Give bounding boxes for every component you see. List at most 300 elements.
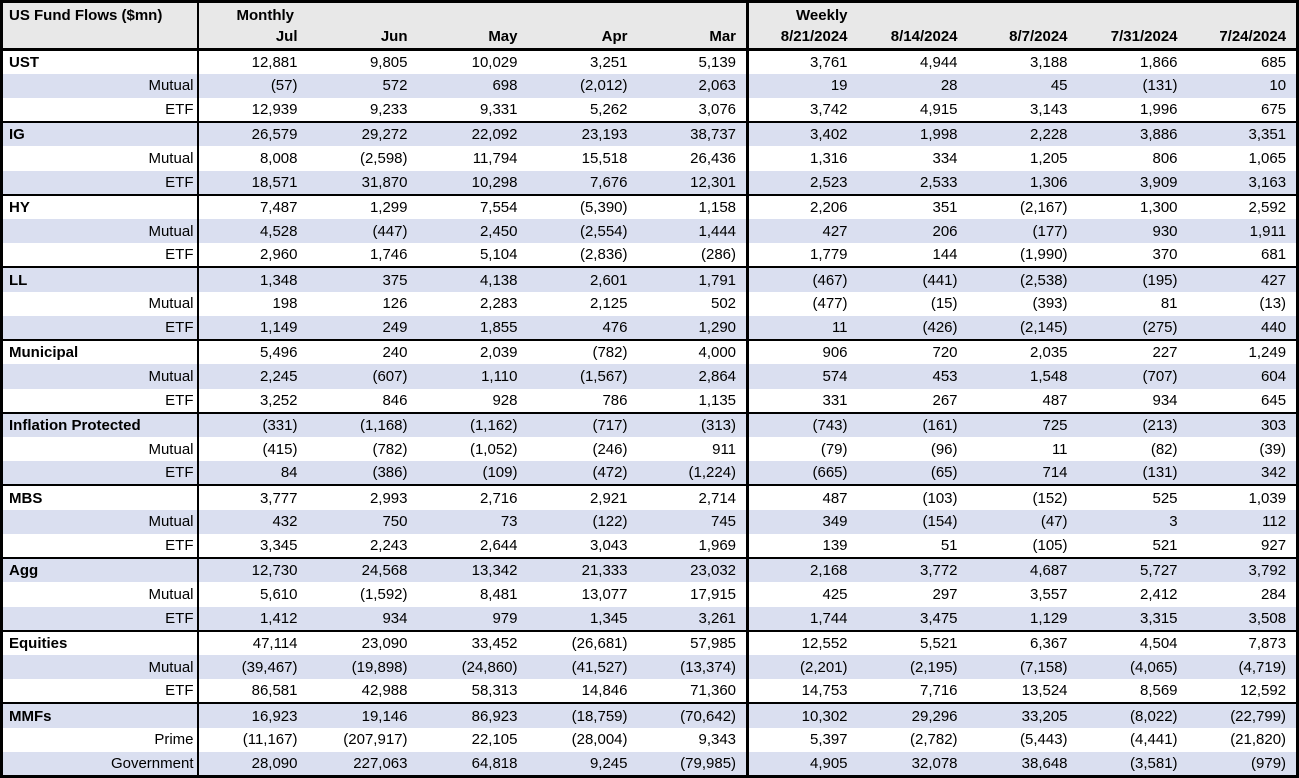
value-cell: 3,043 bbox=[589, 536, 628, 554]
row-label: UST bbox=[2, 50, 198, 74]
value-cell: 3,777 bbox=[198, 485, 308, 509]
value-cell: 32,078 bbox=[911, 754, 958, 772]
value-cell: 3,761 bbox=[748, 50, 858, 74]
value-cell: 5,104 bbox=[479, 246, 518, 264]
table-row bbox=[2, 146, 1298, 170]
value-cell: 33,205 bbox=[968, 703, 1078, 727]
value-cell: 3,143 bbox=[1029, 101, 1068, 119]
value-cell: 2,523 bbox=[809, 173, 848, 191]
value-cell: 206 bbox=[932, 222, 958, 240]
value-cell: 1,290 bbox=[638, 316, 748, 340]
value-cell: 1,412 bbox=[259, 609, 298, 627]
value-cell: 1,866 bbox=[1078, 50, 1188, 74]
value-cell: (103) bbox=[858, 485, 968, 509]
value-cell: 2,921 bbox=[528, 485, 638, 509]
value-cell: 2,960 bbox=[259, 246, 298, 264]
value-cell: 685 bbox=[1188, 50, 1298, 74]
value-cell: (96) bbox=[930, 440, 958, 458]
value-cell: (70,642) bbox=[638, 703, 748, 727]
table-row bbox=[2, 292, 1298, 316]
value-cell: (2,554) bbox=[579, 222, 628, 240]
value-cell: 86,581 bbox=[251, 682, 298, 700]
value-cell: (13) bbox=[1259, 295, 1287, 313]
value-cell: 2,125 bbox=[589, 295, 628, 313]
table-row bbox=[2, 195, 1298, 219]
table-body bbox=[2, 50, 1298, 777]
value-cell: (79,985) bbox=[638, 752, 748, 777]
monthly-section-header: Monthly bbox=[198, 2, 748, 28]
value-cell: (426) bbox=[922, 319, 958, 337]
value-cell: 1,779 bbox=[809, 246, 848, 264]
value-cell: 1,911 bbox=[1249, 222, 1287, 240]
section-header-row bbox=[2, 2, 1298, 28]
table-row bbox=[2, 364, 1298, 388]
value-cell: 5,727 bbox=[1078, 558, 1188, 582]
value-cell: 126 bbox=[382, 295, 408, 313]
value-cell: 3,772 bbox=[858, 558, 968, 582]
value-cell: 4,944 bbox=[858, 50, 968, 74]
table-row bbox=[2, 582, 1298, 606]
value-cell: 16,923 bbox=[198, 703, 308, 727]
row-label: ETF bbox=[2, 389, 198, 413]
value-cell: 681 bbox=[1261, 246, 1287, 264]
row-label: Prime bbox=[2, 728, 198, 752]
value-cell: (1,990) bbox=[1020, 246, 1068, 264]
row-label: Mutual bbox=[2, 292, 198, 316]
row-label: ETF bbox=[2, 171, 198, 195]
value-cell: 28 bbox=[940, 77, 958, 95]
value-cell: 3,557 bbox=[1029, 585, 1068, 603]
value-cell: (1,592) bbox=[359, 585, 408, 603]
table-row bbox=[2, 607, 1298, 631]
value-cell: 432 bbox=[272, 513, 298, 531]
value-cell: 12,592 bbox=[1240, 682, 1287, 700]
value-cell: 1,205 bbox=[1029, 149, 1068, 167]
table-row bbox=[2, 267, 1298, 291]
value-cell: 3,351 bbox=[1188, 122, 1298, 146]
value-cell: 9,805 bbox=[308, 50, 418, 74]
value-cell: 3,402 bbox=[748, 122, 858, 146]
value-cell: 5,496 bbox=[198, 340, 308, 364]
table-row bbox=[2, 534, 1298, 558]
value-cell: 427 bbox=[1188, 267, 1298, 291]
row-label: HY bbox=[2, 195, 198, 219]
value-cell: 26,579 bbox=[198, 122, 308, 146]
value-cell: 2,412 bbox=[1139, 585, 1178, 603]
value-cell: 698 bbox=[492, 77, 518, 95]
row-label: Mutual bbox=[2, 437, 198, 461]
value-cell: 38,737 bbox=[638, 122, 748, 146]
row-label: ETF bbox=[2, 534, 198, 558]
table-row bbox=[2, 461, 1298, 485]
value-cell: 521 bbox=[1152, 536, 1178, 554]
value-cell: (477) bbox=[812, 295, 848, 313]
table-row bbox=[2, 243, 1298, 267]
value-cell: (47) bbox=[1040, 513, 1068, 531]
value-cell: 139 bbox=[822, 536, 848, 554]
value-cell: 3,315 bbox=[1139, 609, 1178, 627]
value-cell: 7,676 bbox=[589, 173, 628, 191]
value-cell: 13,077 bbox=[581, 585, 628, 603]
value-cell: (2,836) bbox=[579, 246, 628, 264]
value-cell: 2,063 bbox=[638, 74, 748, 98]
value-cell: 7,716 bbox=[919, 682, 958, 700]
row-label: ETF bbox=[2, 461, 198, 485]
row-label: Mutual bbox=[2, 74, 198, 98]
value-cell: 574 bbox=[822, 367, 848, 385]
table-row bbox=[2, 219, 1298, 243]
col-header-jul: Jul bbox=[198, 28, 308, 50]
value-cell: 525 bbox=[1078, 485, 1188, 509]
value-cell: (105) bbox=[1032, 536, 1068, 554]
value-cell: 3,252 bbox=[259, 391, 298, 409]
value-cell: (275) bbox=[1142, 319, 1178, 337]
value-cell: 2,228 bbox=[968, 122, 1078, 146]
value-cell: (1,162) bbox=[418, 413, 528, 437]
value-cell: 81 bbox=[1160, 295, 1178, 313]
value-cell: 1,149 bbox=[259, 319, 298, 337]
table-row bbox=[2, 679, 1298, 703]
value-cell: (18,759) bbox=[528, 703, 638, 727]
table-row bbox=[2, 413, 1298, 437]
table-row bbox=[2, 728, 1298, 752]
row-label: Inflation Protected bbox=[2, 413, 198, 437]
row-label: ETF bbox=[2, 679, 198, 703]
value-cell: 24,568 bbox=[308, 558, 418, 582]
value-cell: 5,397 bbox=[809, 731, 848, 749]
value-cell: (19,898) bbox=[351, 658, 408, 676]
weekly-section-header: Weekly bbox=[748, 2, 1298, 28]
value-cell: (331) bbox=[198, 413, 308, 437]
table-row bbox=[2, 437, 1298, 461]
value-cell: 3,251 bbox=[528, 50, 638, 74]
value-cell: 1,855 bbox=[479, 319, 518, 337]
value-cell: 425 bbox=[822, 585, 848, 603]
col-header-mar: Mar bbox=[638, 28, 748, 50]
row-label: Mutual bbox=[2, 582, 198, 606]
row-label: Mutual bbox=[2, 364, 198, 388]
value-cell: (393) bbox=[1032, 295, 1068, 313]
value-cell: 806 bbox=[1152, 149, 1178, 167]
value-cell: 7,873 bbox=[1188, 631, 1298, 655]
value-cell: 22,105 bbox=[471, 731, 518, 749]
value-cell: 720 bbox=[858, 340, 968, 364]
value-cell: (2,782) bbox=[910, 731, 958, 749]
row-label: ETF bbox=[2, 98, 198, 122]
value-cell: 22,092 bbox=[418, 122, 528, 146]
value-cell: 3,345 bbox=[259, 536, 298, 554]
value-cell: 71,360 bbox=[638, 679, 748, 703]
value-cell: 15,518 bbox=[581, 149, 628, 167]
row-label: Government bbox=[2, 752, 198, 777]
value-cell: 2,168 bbox=[748, 558, 858, 582]
value-cell: 331 bbox=[822, 391, 848, 409]
value-cell: 23,032 bbox=[638, 558, 748, 582]
value-cell: (2,201) bbox=[800, 658, 848, 676]
value-cell: 934 bbox=[382, 609, 408, 627]
value-cell: 3,792 bbox=[1188, 558, 1298, 582]
value-cell: 714 bbox=[1042, 464, 1068, 482]
col-header-apr: Apr bbox=[528, 28, 638, 50]
value-cell: 5,610 bbox=[259, 585, 298, 603]
value-cell: 112 bbox=[1262, 513, 1287, 531]
value-cell: 3,163 bbox=[1248, 173, 1287, 191]
value-cell: 927 bbox=[1261, 536, 1287, 554]
value-cell: 12,730 bbox=[198, 558, 308, 582]
value-cell: 17,915 bbox=[638, 582, 748, 606]
col-header-week-4: 7/31/2024 bbox=[1078, 28, 1188, 50]
value-cell: 4,905 bbox=[809, 754, 848, 772]
row-label: Mutual bbox=[2, 510, 198, 534]
value-cell: (472) bbox=[592, 464, 628, 482]
value-cell: (122) bbox=[592, 513, 628, 531]
value-cell: 1,039 bbox=[1188, 485, 1298, 509]
value-cell: (1,224) bbox=[638, 461, 748, 485]
value-cell: (82) bbox=[1150, 440, 1178, 458]
value-cell: 249 bbox=[382, 319, 408, 337]
value-cell: 1,348 bbox=[198, 267, 308, 291]
value-cell: 11,794 bbox=[472, 149, 518, 167]
value-cell: 675 bbox=[1261, 101, 1287, 119]
value-cell: (3,581) bbox=[1130, 754, 1178, 772]
value-cell: 453 bbox=[932, 367, 958, 385]
value-cell: 2,283 bbox=[479, 295, 518, 313]
table-title: US Fund Flows ($mn) bbox=[2, 2, 198, 50]
value-cell: 1,299 bbox=[308, 195, 418, 219]
value-cell: (1,052) bbox=[469, 440, 518, 458]
value-cell: 64,818 bbox=[471, 754, 518, 772]
value-cell: (782) bbox=[372, 440, 408, 458]
value-cell: 1,065 bbox=[1248, 149, 1287, 167]
col-header-week-1: 8/21/2024 bbox=[748, 28, 858, 50]
value-cell: 745 bbox=[638, 510, 748, 534]
value-cell: (2,167) bbox=[968, 195, 1078, 219]
value-cell: 1,998 bbox=[858, 122, 968, 146]
value-cell: 9,233 bbox=[369, 101, 408, 119]
row-label: ETF bbox=[2, 607, 198, 631]
value-cell: (109) bbox=[482, 464, 518, 482]
value-cell: 440 bbox=[1261, 319, 1287, 337]
value-cell: (13,374) bbox=[638, 655, 748, 679]
value-cell: (665) bbox=[812, 464, 848, 482]
value-cell: (22,799) bbox=[1188, 703, 1298, 727]
value-cell: 342 bbox=[1261, 464, 1287, 482]
row-label: Agg bbox=[2, 558, 198, 582]
value-cell: (177) bbox=[1032, 222, 1068, 240]
value-cell: 645 bbox=[1261, 391, 1287, 409]
table-row bbox=[2, 631, 1298, 655]
table-row bbox=[2, 703, 1298, 727]
table-row bbox=[2, 74, 1298, 98]
value-cell: (782) bbox=[528, 340, 638, 364]
value-cell: 144 bbox=[932, 246, 958, 264]
row-label: Mutual bbox=[2, 219, 198, 243]
value-cell: 14,753 bbox=[801, 682, 848, 700]
value-cell: 10,029 bbox=[418, 50, 528, 74]
value-cell: 846 bbox=[382, 391, 408, 409]
value-cell: 23,090 bbox=[308, 631, 418, 655]
row-label: Equities bbox=[2, 631, 198, 655]
value-cell: 3,188 bbox=[968, 50, 1078, 74]
value-cell: 604 bbox=[1261, 367, 1287, 385]
value-cell: 57,985 bbox=[638, 631, 748, 655]
value-cell: (154) bbox=[922, 513, 958, 531]
value-cell: 487 bbox=[1042, 391, 1068, 409]
col-header-may: May bbox=[418, 28, 528, 50]
value-cell: 2,450 bbox=[479, 222, 518, 240]
value-cell: 1,744 bbox=[809, 609, 848, 627]
value-cell: 3,508 bbox=[1248, 609, 1287, 627]
table-row bbox=[2, 316, 1298, 340]
row-label: Municipal bbox=[2, 340, 198, 364]
value-cell: 4,915 bbox=[919, 101, 958, 119]
value-cell: (39,467) bbox=[241, 658, 298, 676]
value-cell: (1,567) bbox=[579, 367, 628, 385]
value-cell: (286) bbox=[638, 243, 748, 267]
value-cell: 26,436 bbox=[638, 146, 748, 170]
value-cell: 13,524 bbox=[1021, 682, 1068, 700]
value-cell: 349 bbox=[822, 513, 848, 531]
value-cell: (41,527) bbox=[571, 658, 628, 676]
value-cell: (246) bbox=[592, 440, 628, 458]
value-cell: 38,648 bbox=[1021, 754, 1068, 772]
value-cell: 3,076 bbox=[638, 98, 748, 122]
value-cell: (4,441) bbox=[1130, 731, 1178, 749]
value-cell: (2,195) bbox=[910, 658, 958, 676]
value-cell: 18,571 bbox=[251, 173, 298, 191]
value-cell: 2,533 bbox=[919, 173, 958, 191]
value-cell: (39) bbox=[1259, 440, 1287, 458]
value-cell: (5,443) bbox=[1020, 731, 1068, 749]
value-cell: (11,167) bbox=[242, 731, 298, 749]
table-row bbox=[2, 655, 1298, 679]
value-cell: 4,138 bbox=[418, 267, 528, 291]
value-cell: (1,168) bbox=[308, 413, 418, 437]
value-cell: 476 bbox=[602, 319, 628, 337]
value-cell: (195) bbox=[1078, 267, 1188, 291]
value-cell: 12,301 bbox=[638, 171, 748, 195]
value-cell: 240 bbox=[308, 340, 418, 364]
value-cell: 979 bbox=[492, 609, 518, 627]
value-cell: 2,716 bbox=[418, 485, 528, 509]
value-cell: 370 bbox=[1152, 246, 1178, 264]
value-cell: (447) bbox=[372, 222, 408, 240]
table-row bbox=[2, 340, 1298, 364]
value-cell: 28,090 bbox=[251, 754, 298, 772]
value-cell: 3,261 bbox=[638, 607, 748, 631]
table-row bbox=[2, 50, 1298, 74]
value-cell: 930 bbox=[1152, 222, 1178, 240]
value-cell: 8,481 bbox=[479, 585, 518, 603]
table-header bbox=[2, 2, 1298, 50]
value-cell: (15) bbox=[930, 295, 958, 313]
value-cell: 4,504 bbox=[1078, 631, 1188, 655]
value-cell: (5,390) bbox=[528, 195, 638, 219]
value-cell: 198 bbox=[272, 295, 298, 313]
value-cell: 12,939 bbox=[251, 101, 298, 119]
row-label: MMFs bbox=[2, 703, 198, 727]
value-cell: 303 bbox=[1188, 413, 1298, 437]
row-label: MBS bbox=[2, 485, 198, 509]
col-header-week-2: 8/14/2024 bbox=[858, 28, 968, 50]
value-cell: 1,129 bbox=[1029, 609, 1068, 627]
value-cell: (717) bbox=[528, 413, 638, 437]
value-cell: 29,296 bbox=[858, 703, 968, 727]
value-cell: (415) bbox=[262, 440, 298, 458]
value-cell: 3,886 bbox=[1078, 122, 1188, 146]
value-cell: 7,554 bbox=[418, 195, 528, 219]
value-cell: 2,039 bbox=[418, 340, 528, 364]
col-header-week-3: 8/7/2024 bbox=[968, 28, 1078, 50]
value-cell: 375 bbox=[308, 267, 418, 291]
value-cell: 2,714 bbox=[638, 485, 748, 509]
value-cell: (2,012) bbox=[579, 77, 628, 95]
value-cell: 8,569 bbox=[1139, 682, 1178, 700]
value-cell: 51 bbox=[940, 536, 958, 554]
value-cell: (467) bbox=[748, 267, 858, 291]
value-cell: 42,988 bbox=[361, 682, 408, 700]
value-cell: 2,644 bbox=[479, 536, 518, 554]
value-cell: (441) bbox=[858, 267, 968, 291]
value-cell: 1,135 bbox=[638, 389, 748, 413]
value-cell: 19 bbox=[830, 77, 848, 95]
col-header-week-5: 7/24/2024 bbox=[1188, 28, 1298, 50]
value-cell: 2,601 bbox=[528, 267, 638, 291]
value-cell: 227,063 bbox=[353, 754, 408, 772]
value-cell: 911 bbox=[638, 437, 748, 461]
table-row bbox=[2, 752, 1298, 777]
value-cell: 502 bbox=[638, 292, 748, 316]
table-row bbox=[2, 389, 1298, 413]
value-cell: 12,881 bbox=[198, 50, 308, 74]
value-cell: 267 bbox=[932, 391, 958, 409]
value-cell: 10 bbox=[1269, 77, 1287, 95]
value-cell: 725 bbox=[968, 413, 1078, 437]
value-cell: 284 bbox=[1261, 585, 1287, 603]
value-cell: (743) bbox=[748, 413, 858, 437]
value-cell: 8,008 bbox=[259, 149, 298, 167]
value-cell: 31,870 bbox=[361, 173, 408, 191]
value-cell: 351 bbox=[858, 195, 968, 219]
value-cell: 14,846 bbox=[581, 682, 628, 700]
row-label: LL bbox=[2, 267, 198, 291]
value-cell: 334 bbox=[932, 149, 958, 167]
row-label: IG bbox=[2, 122, 198, 146]
value-cell: 9,245 bbox=[589, 754, 628, 772]
table-row bbox=[2, 171, 1298, 195]
value-cell: (386) bbox=[372, 464, 408, 482]
row-label: Mutual bbox=[2, 146, 198, 170]
value-cell: 84 bbox=[280, 464, 298, 482]
table-row bbox=[2, 485, 1298, 509]
value-cell: (57) bbox=[270, 77, 298, 95]
value-cell: (979) bbox=[1251, 754, 1287, 772]
value-cell: 1,746 bbox=[369, 246, 408, 264]
value-cell: 2,864 bbox=[638, 364, 748, 388]
value-cell: 6,367 bbox=[968, 631, 1078, 655]
value-cell: 86,923 bbox=[418, 703, 528, 727]
value-cell: 1,444 bbox=[638, 219, 748, 243]
value-cell: 33,452 bbox=[418, 631, 528, 655]
value-cell: 1,158 bbox=[638, 195, 748, 219]
value-cell: (26,681) bbox=[528, 631, 638, 655]
value-cell: 11 bbox=[1051, 440, 1068, 458]
value-cell: 2,206 bbox=[748, 195, 858, 219]
value-cell: (131) bbox=[1142, 464, 1178, 482]
value-cell: 7,487 bbox=[198, 195, 308, 219]
row-label: ETF bbox=[2, 316, 198, 340]
value-cell: 1,969 bbox=[638, 534, 748, 558]
